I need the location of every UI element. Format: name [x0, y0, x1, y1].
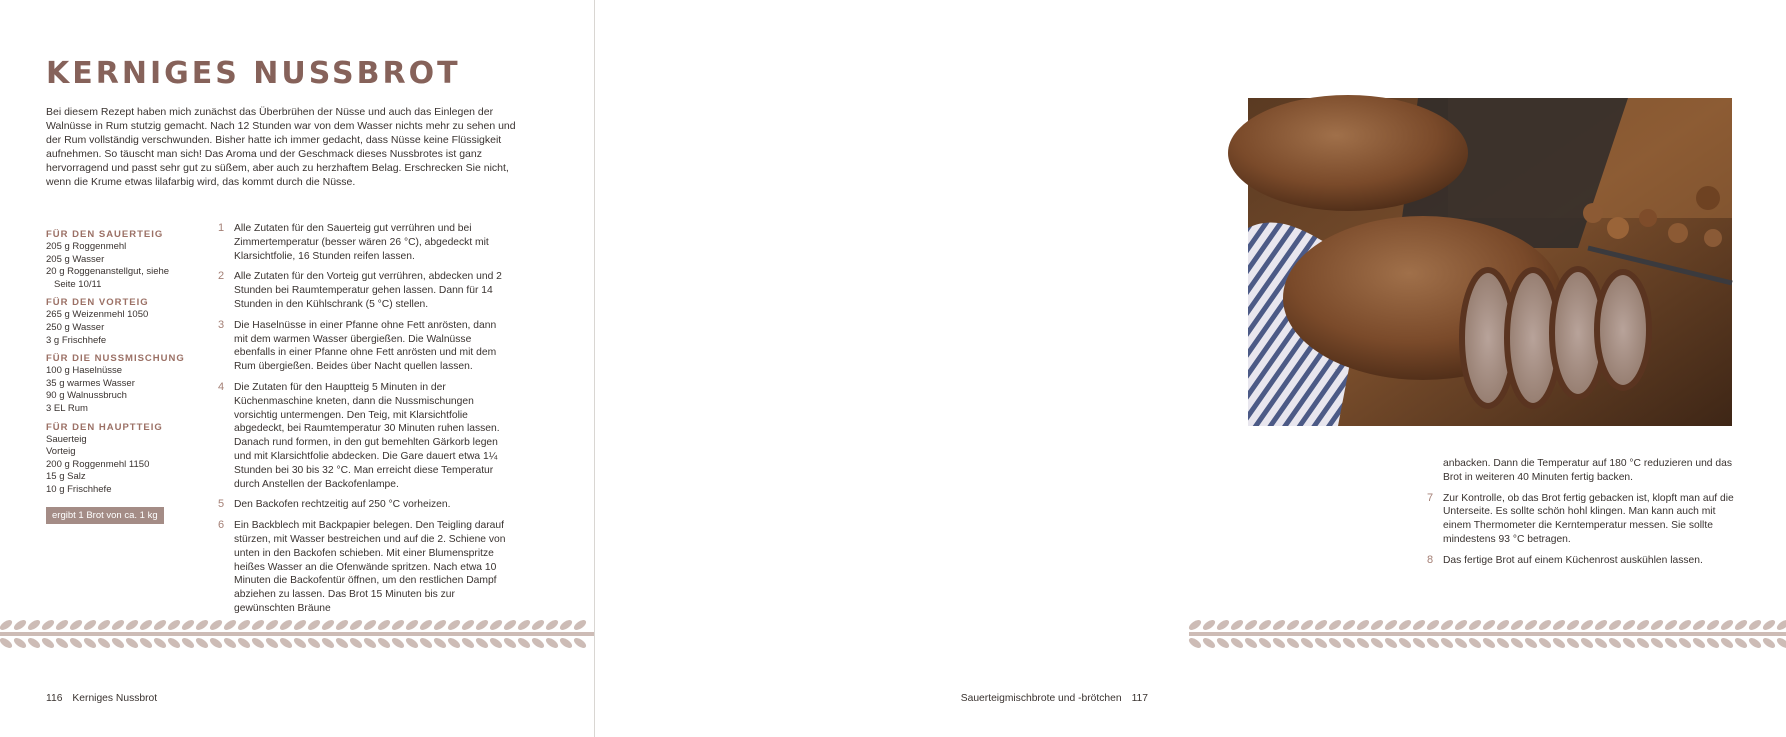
- step-item: [218, 319, 508, 374]
- ingredient-item: 90 g Walnussbruch: [46, 390, 127, 402]
- step-number: 3: [218, 318, 225, 331]
- ingredient-item: 3 g Frischhefe: [46, 334, 107, 346]
- ingredient-heading: FÜR DEN HAUPTTEIG: [46, 421, 163, 433]
- right-page: [594, 0, 1734, 737]
- ingredient-item: Sauerteig: [46, 433, 87, 445]
- step-number: 1: [218, 222, 225, 234]
- ingredient-item: 200 g Roggenmehl 1150: [46, 458, 150, 470]
- bread-photo: [1248, 98, 1732, 426]
- running-title: Sauerteigmischbrote und -brötchen: [960, 693, 1122, 704]
- method-steps: [218, 222, 508, 623]
- step-text: Die Haselnüsse in einer Pfanne ohne Fett anrösten, dann mit dem warmen Wasser übergießen. Die Walnüsse ebenfalls in einer Pfanne ohne Fett anrösten und mit dem Rum übergießen. Beides über Nacht quellen lassen.: [234, 319, 497, 373]
- step-text: anbacken. Dann die Temperatur auf 180 °C reduzieren und das Brot in weiteren 40 Minuten fertig backen.: [1443, 458, 1732, 483]
- ingredient-item: 100 g Haselnüsse: [46, 365, 123, 377]
- ingredient-heading: FÜR DEN VORTEIG: [46, 297, 149, 309]
- ingredient-item: 35 g warmes Wasser: [46, 377, 135, 389]
- ingredient-item: 10 g Frischhefe: [46, 483, 112, 495]
- step-item: [1427, 554, 1737, 568]
- ingredient-item: 265 g Weizenmehl 1050: [46, 309, 149, 321]
- page-number: 116: [46, 693, 63, 704]
- recipe-title: KERNIGES NUSSBROT: [46, 56, 461, 91]
- yield-badge: ergibt 1 Brot von ca. 1 kg: [46, 507, 164, 524]
- step-item: [218, 222, 508, 263]
- ingredient-item: Vorteig: [46, 446, 76, 458]
- step-text: Zur Kontrolle, ob das Brot fertig gebacken ist, klopft man auf die Unterseite. Es sollte schön hohl klingen. Man kann auch mit einem Thermometer die Kerntemperatur messen. Sie sollte mindestens 93 °C betragen.: [1443, 492, 1734, 545]
- step-number: 8: [1427, 553, 1434, 566]
- step-item: [1427, 457, 1737, 485]
- ingredient-item: 250 g Wasser: [46, 321, 105, 333]
- step-number: 4: [218, 380, 225, 393]
- step-text: Ein Backblech mit Backpapier belegen. Den Teigling darauf stürzen, mit Wasser bestreichen und auf die 2. Schiene von unten in den Backofen schieben. Mit einer Blumenspritze heißes Wasser an die Ofenwände spritzen. Nach etwa 10 Minuten die Backofentür öffnen, um den restlichen Dampf abziehen zu lassen. Das Brot 15 Minuten bis zur gewünschten Bräune: [234, 520, 506, 614]
- ingredient-heading: FÜR DIE NUSSMISCHUNG: [46, 353, 185, 365]
- ingredient-item: Seite 10/11: [54, 278, 102, 290]
- step-text: Den Backofen rechtzeitig auf 250 °C vorheizen.: [234, 499, 451, 511]
- method-steps-continued: [1427, 457, 1737, 575]
- step-item: [218, 498, 508, 512]
- ingredient-heading: FÜR DEN SAUERTEIG: [46, 229, 164, 240]
- step-number: 2: [218, 270, 225, 283]
- step-text: Alle Zutaten für den Sauerteig gut verrühren und bei Zimmertemperatur (besser wären 26 °C), abgedeckt mit Klarsichtfolie, 16 Stunden reifen lassen.: [234, 223, 489, 262]
- ingredient-item: 205 g Wasser: [46, 253, 105, 265]
- left-page: [0, 0, 594, 737]
- step-number: 7: [1427, 491, 1434, 504]
- ingredient-item: 205 g Roggenmehl: [46, 241, 127, 252]
- page-number: 117: [1131, 693, 1148, 704]
- ingredient-item: 15 g Salz: [46, 471, 86, 483]
- step-item: [218, 381, 508, 491]
- running-title: Kerniges Nussbrot: [72, 693, 158, 704]
- step-item: [1427, 492, 1737, 547]
- step-item: [218, 519, 508, 616]
- step-text: Die Zutaten für den Hauptteig 5 Minuten in der Küchenmaschine kneten, dann die Nussmischungen vorsichtig untermengen. Den Teig, mit Klarsichtfolie abgedeckt, bei Raumtemperatur 30 Minuten ruhen lassen. Danach rund formen, in den gut bemehlten Gärkorb legen und mit Klarsichtfolie abdecken. Die Gare dauert etwa 1¼ Stunden bei 30 bis 32 °C. Man erreicht diese Temperatur durch Anstellen der Backofenlampe.: [234, 381, 500, 490]
- step-text: Alle Zutaten für den Vorteig gut verrühren, abdecken und 2 Stunden bei Raumtemperatur gehen lassen. Dann für 14 Stunden in den Kühlschrank (5 °C) stellen.: [234, 271, 502, 310]
- folio-right: [961, 693, 1148, 704]
- step-number: 5: [218, 498, 225, 511]
- step-item: [218, 270, 508, 311]
- step-text: Das fertige Brot auf einem Küchenrost auskühlen lassen.: [1443, 554, 1703, 566]
- ingredient-item: 3 EL Rum: [46, 402, 88, 414]
- wheat-pattern-left: [0, 612, 594, 657]
- intro-text: Bei diesem Rezept haben mich zunächst das Überbrühen der Nüsse und auch das Einlegen der Walnüsse in Rum stutzig gemacht. Nach 12 Stunden war von dem Wasser nichts mehr zu sehen und der Rum vollständig verschwunden. Bisher hatte ich immer gedacht, dass Nüsse keine Flüssigkeit aufnehmen. So täuscht man sich! Das Aroma und der Geschmack dieses Nussbrotes ist ganz hervorragend und passt sehr gut zu süßem, aber auch zu herzhaftem Belag. Erschrecken Sie nicht, wenn die Krume etwas lilafarbig wird, das kommt durch die Nüsse.: [46, 106, 516, 188]
- wheat-pattern-right: [1189, 612, 1786, 657]
- ingredient-item: 20 g Roggenanstellgut, siehe: [46, 266, 170, 278]
- folio-left: [46, 693, 157, 704]
- step-number: 6: [218, 519, 225, 532]
- ingredient-list: [46, 223, 196, 524]
